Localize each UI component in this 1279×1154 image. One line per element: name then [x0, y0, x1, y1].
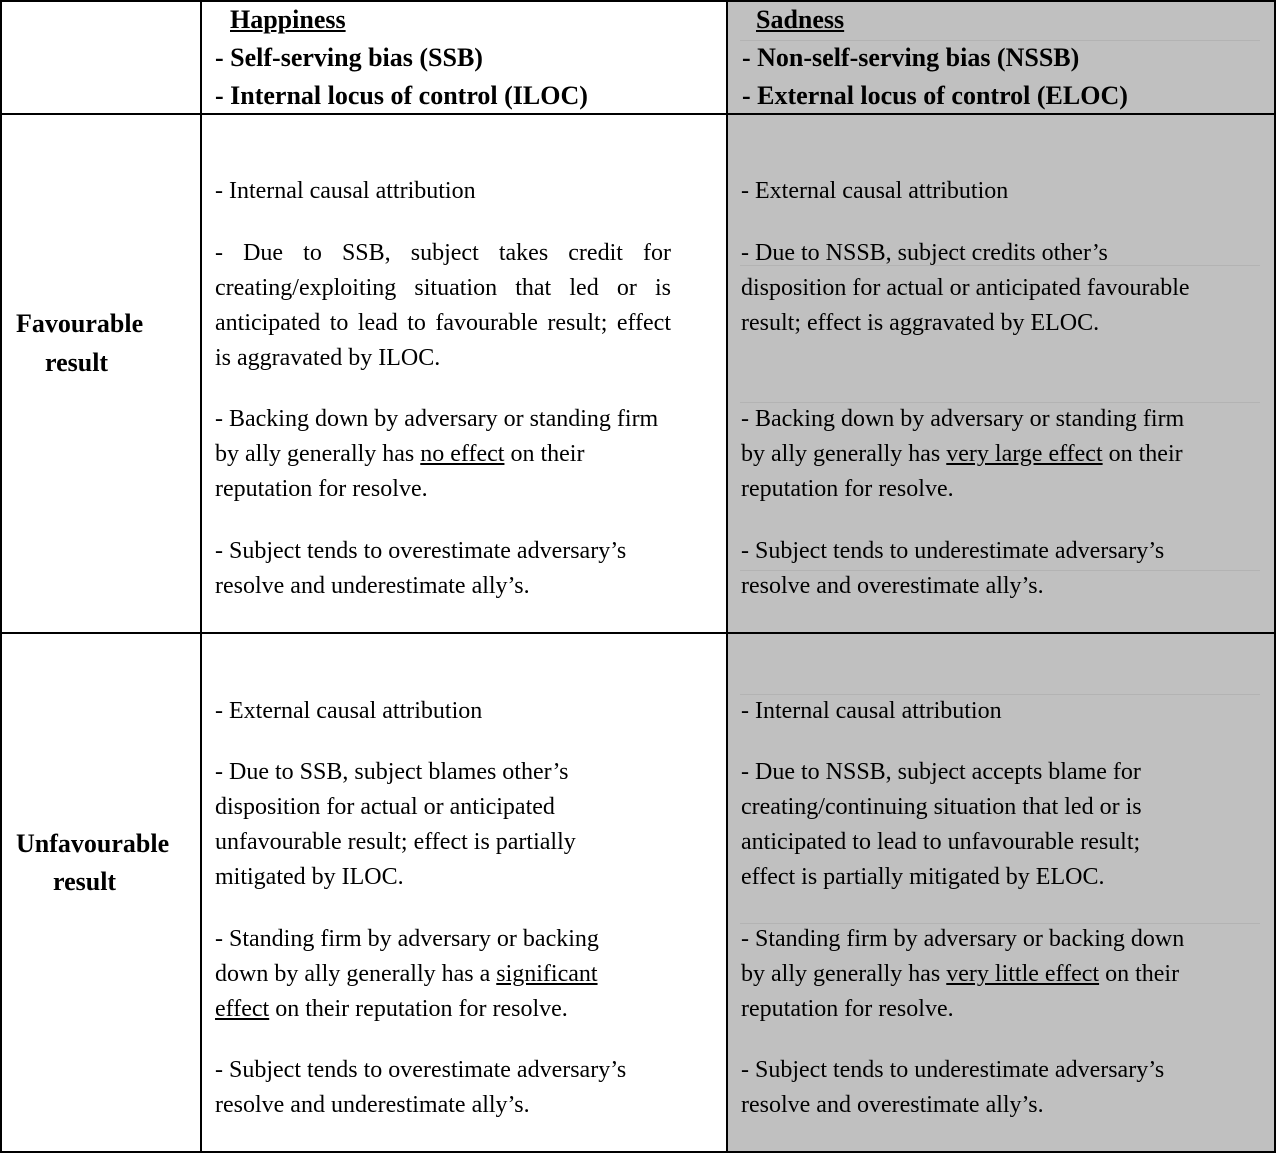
- text-segment: - Backing down by adversary or standing firm by ally generally has: [215, 406, 659, 467]
- favourable-happiness-attribution: - Internal causal attribution: [215, 178, 476, 204]
- happiness-heading: Happiness: [230, 5, 346, 34]
- row-divider-middle: [0, 632, 1276, 634]
- table-border-top: [0, 0, 1276, 2]
- text-segment: - Standing firm by adversary or backing down by ally generally has: [741, 926, 1185, 987]
- text-segment: - Backing down by adversary or standing firm by ally generally has: [741, 406, 1185, 467]
- favourable-sadness-estimate: - Subject tends to underestimate adversary’s resolve and overestimate ally’s.: [741, 538, 1165, 599]
- unfavourable-label-line1: Unfavourable: [16, 829, 170, 858]
- emphasis-text: significant effect: [215, 961, 598, 1022]
- emphasis-text: very little effect: [946, 961, 1100, 987]
- text-segment: on their reputation for resolve.: [215, 441, 585, 502]
- table-border-bottom: [0, 1151, 1276, 1153]
- happiness-locus-line: - Internal locus of control (ILOC): [215, 81, 588, 110]
- table-border-left: [0, 0, 2, 1153]
- sadness-heading: Sadness: [756, 5, 845, 34]
- happiness-bias-line: - Self-serving bias (SSB): [215, 43, 483, 72]
- sadness-locus-line: - External locus of control (ELOC): [742, 81, 1128, 110]
- unfavourable-happiness-reputation: [215, 922, 655, 1027]
- emphasis-text: very large effect: [946, 441, 1103, 467]
- unfavourable-sadness-attribution: - Internal causal attribution: [741, 698, 1002, 724]
- column-divider-1: [200, 0, 202, 1153]
- favourable-happiness-bias-effect: - Due to SSB, subject takes credit for creating/exploiting situation that led or is anticipated to lead to favourable result; effect is aggravated by ILOC.: [215, 240, 671, 371]
- unfavourable-happiness-bias-effect: - Due to SSB, subject blames other’s disposition for actual or anticipated unfavourable result; effect is partially mitigated by ILOC.: [215, 759, 576, 890]
- favourable-sadness-attribution: - External causal attribution: [741, 178, 1009, 204]
- text-segment: - Standing firm by adversary or backing down by ally generally has a: [215, 926, 599, 987]
- text-segment: on their reputation for resolve.: [741, 441, 1183, 502]
- unfavourable-label-line2: result: [53, 867, 117, 896]
- favourable-happiness-estimate: - Subject tends to overestimate adversary’s resolve and underestimate ally’s.: [215, 538, 627, 599]
- sadness-bias-line: - Non-self-serving bias (NSSB): [742, 43, 1080, 72]
- text-segment: on their reputation for resolve.: [269, 996, 568, 1022]
- unfavourable-sadness-estimate: - Subject tends to underestimate adversary’s resolve and overestimate ally’s.: [741, 1057, 1165, 1118]
- text-segment: on their reputation for resolve.: [741, 961, 1180, 1022]
- table-border-right: [1274, 0, 1276, 1153]
- favourable-label-line2: result: [45, 348, 109, 377]
- unfavourable-happiness-estimate: - Subject tends to overestimate adversary’s resolve and underestimate ally’s.: [215, 1057, 627, 1118]
- favourable-happiness-reputation: [215, 402, 671, 507]
- unfavourable-happiness-attribution: - External causal attribution: [215, 698, 483, 724]
- unfavourable-sadness-reputation: [741, 922, 1211, 1027]
- favourable-sadness-reputation: [741, 402, 1203, 507]
- favourable-label-line1: Favourable: [16, 309, 144, 338]
- unfavourable-sadness-bias-effect: - Due to NSSB, subject accepts blame for creating/continuing situation that led or is anticipated to lead to unfavourable result; effect is partially mitigated by ELOC.: [741, 759, 1142, 890]
- column-divider-2: [726, 0, 728, 1153]
- emphasis-text: no effect: [420, 441, 505, 467]
- favourable-sadness-bias-effect: - Due to NSSB, subject credits other’s disposition for actual or anticipated favourable result; effect is aggravated by ELOC.: [741, 240, 1190, 336]
